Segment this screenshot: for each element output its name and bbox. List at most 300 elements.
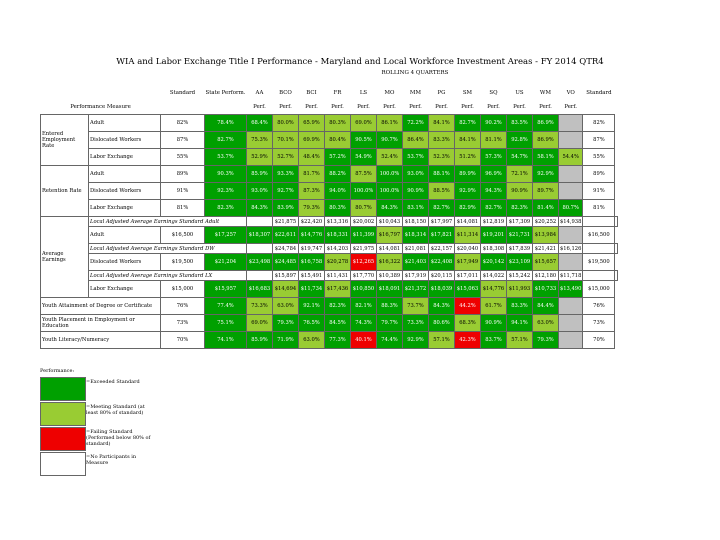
local-standard-value: $14,081 bbox=[376, 244, 402, 254]
area-value: 80.0% bbox=[272, 115, 298, 132]
area-value: 100.0% bbox=[376, 183, 402, 200]
area-value: 92.8% bbox=[506, 132, 532, 149]
area-value: 57.2% bbox=[324, 149, 350, 166]
local-standard-value bbox=[583, 217, 615, 227]
header-area: AA bbox=[255, 90, 264, 96]
area-value: 92.9% bbox=[532, 166, 558, 183]
header-area: SM bbox=[462, 90, 473, 96]
header-perf: Perf. bbox=[564, 104, 578, 110]
local-standard-value: $20,252 bbox=[532, 217, 558, 227]
performance-table bbox=[40, 86, 618, 349]
local-standard-value: $10,389 bbox=[376, 271, 402, 281]
area-value: $18,307 bbox=[246, 227, 272, 244]
header-perf: Perf. bbox=[305, 104, 318, 110]
area-value: 81.1% bbox=[480, 132, 506, 149]
header-perf: Perf. bbox=[383, 104, 396, 110]
area-value: 81.4% bbox=[532, 200, 558, 217]
area-value: $24,485 bbox=[272, 254, 298, 271]
area-value: 90.2% bbox=[480, 115, 506, 132]
table-row bbox=[41, 149, 618, 166]
youth-measure-label: Youth Placement in Employment or Education bbox=[41, 315, 161, 332]
area-value: 100.0% bbox=[376, 166, 402, 183]
area-value: 81.7% bbox=[298, 166, 324, 183]
state-perform-value: $17,257 bbox=[205, 227, 247, 244]
area-value: 92.9% bbox=[402, 332, 428, 349]
area-value: 83.7% bbox=[480, 332, 506, 349]
area-value: 73.3% bbox=[402, 315, 428, 332]
standard-value-right: 55% bbox=[583, 149, 615, 166]
group-label: Average Earnings bbox=[41, 217, 89, 298]
sub-measure-label: Dislocated Workers bbox=[89, 132, 161, 149]
area-value bbox=[558, 132, 582, 149]
area-value: 71.9% bbox=[272, 332, 298, 349]
local-standard-label: Local Adjusted Average Earnings Standard Adult bbox=[89, 217, 247, 227]
area-value: $12,265 bbox=[350, 254, 376, 271]
standard-value-right: 70% bbox=[583, 332, 615, 349]
area-value bbox=[558, 315, 582, 332]
area-value: 82.3% bbox=[324, 298, 350, 315]
header-perf: Perf. bbox=[461, 104, 474, 110]
header-area: BCI bbox=[306, 90, 317, 96]
legend-label: =No Participants in Measure bbox=[86, 454, 137, 466]
legend-label: =Meeting Standard (at least 80% of standard) bbox=[86, 404, 145, 416]
area-value: 93.3% bbox=[272, 166, 298, 183]
local-standard-value: $18,308 bbox=[480, 244, 506, 254]
local-standard-value: $21,081 bbox=[402, 244, 428, 254]
area-value: 84.1% bbox=[454, 132, 480, 149]
area-value: 79.3% bbox=[272, 315, 298, 332]
sub-measure-label: Dislocated Workers bbox=[89, 254, 161, 271]
header-area: MO bbox=[384, 90, 395, 96]
header-blank bbox=[161, 100, 205, 115]
cell-blank bbox=[246, 217, 272, 227]
area-value: $21,403 bbox=[402, 254, 428, 271]
header-blank bbox=[205, 100, 247, 115]
header-spacer bbox=[41, 86, 161, 100]
area-value: 84.3% bbox=[376, 200, 402, 217]
local-standard-value: $11,431 bbox=[324, 271, 350, 281]
local-standard-value: $10,043 bbox=[376, 217, 402, 227]
table-row bbox=[41, 227, 618, 244]
state-perform-value: 77.4% bbox=[205, 298, 247, 315]
area-value: $16,797 bbox=[376, 227, 402, 244]
area-value: $18,039 bbox=[428, 281, 454, 298]
area-value: 93.0% bbox=[402, 166, 428, 183]
area-value: 93.0% bbox=[246, 183, 272, 200]
state-perform-value: 92.3% bbox=[205, 183, 247, 200]
state-perform-value: 53.7% bbox=[205, 149, 247, 166]
standard-value-right: 87% bbox=[583, 132, 615, 149]
local-standard-value bbox=[583, 244, 615, 254]
header-area: US bbox=[515, 90, 524, 96]
legend-item bbox=[40, 427, 152, 451]
local-standard-value: $14,938 bbox=[559, 218, 582, 225]
area-value: $11,399 bbox=[350, 227, 376, 244]
area-value: $14,776 bbox=[298, 227, 324, 244]
area-value: $13,490 bbox=[558, 281, 582, 298]
area-value: 85.9% bbox=[246, 166, 272, 183]
sub-measure-label: Adult bbox=[89, 166, 161, 183]
area-value: 94.1% bbox=[506, 315, 532, 332]
state-perform-value: 74.1% bbox=[205, 332, 247, 349]
area-value: 80.3% bbox=[324, 200, 350, 217]
area-value: 82.3% bbox=[506, 200, 532, 217]
area-value: 74.3% bbox=[350, 315, 376, 332]
area-value: 92.9% bbox=[454, 183, 480, 200]
local-standard-value: $17,997 bbox=[428, 217, 454, 227]
table-row bbox=[41, 254, 618, 271]
area-value: 73.7% bbox=[402, 298, 428, 315]
state-perform-value: $21,204 bbox=[205, 254, 247, 271]
area-value: 48.4% bbox=[298, 149, 324, 166]
local-standard-label: Local Adjusted Average Earnings Standard LX bbox=[89, 271, 247, 281]
table-row bbox=[41, 132, 618, 149]
area-value: 72.1% bbox=[506, 166, 532, 183]
area-value: 69.0% bbox=[350, 115, 376, 132]
area-value: 57.3% bbox=[480, 149, 506, 166]
area-value bbox=[558, 298, 582, 315]
cell-blank bbox=[246, 271, 272, 281]
area-value: 86.4% bbox=[402, 132, 428, 149]
header-performance-measure: Performance Measure bbox=[70, 104, 131, 110]
standard-value-right: 81% bbox=[583, 200, 615, 217]
cell-blank bbox=[246, 244, 272, 254]
area-value: $10,850 bbox=[350, 281, 376, 298]
area-value: 86.9% bbox=[532, 132, 558, 149]
area-value: 88.2% bbox=[324, 166, 350, 183]
area-value: $21,372 bbox=[402, 281, 428, 298]
sub-measure-label: Adult bbox=[89, 115, 161, 132]
area-value: $11,993 bbox=[506, 281, 532, 298]
area-value: 90.9% bbox=[480, 315, 506, 332]
legend-swatch bbox=[40, 452, 86, 476]
table-row bbox=[41, 271, 618, 281]
table-row bbox=[41, 315, 618, 332]
state-perform-value: 90.3% bbox=[205, 166, 247, 183]
header-area: BCO bbox=[279, 90, 292, 96]
area-value: 68.4% bbox=[246, 115, 272, 132]
area-value: $13,984 bbox=[532, 227, 558, 244]
area-value: 80.6% bbox=[428, 315, 454, 332]
area-value: 70.1% bbox=[272, 132, 298, 149]
standard-value-right: $15,000 bbox=[583, 281, 615, 298]
legend-item bbox=[40, 402, 152, 426]
table-row bbox=[41, 298, 618, 315]
area-value: 87.5% bbox=[350, 166, 376, 183]
sub-measure-label: Labor Exchange bbox=[89, 149, 161, 166]
area-value: 90.7% bbox=[376, 132, 402, 149]
area-value: 94.3% bbox=[480, 183, 506, 200]
cell-blank bbox=[615, 244, 618, 254]
area-value: 54.7% bbox=[506, 149, 532, 166]
local-standard-value: $14,203 bbox=[324, 244, 350, 254]
area-value: 88.5% bbox=[428, 183, 454, 200]
area-value: $14,694 bbox=[272, 281, 298, 298]
area-value bbox=[558, 254, 582, 271]
area-value: $16,683 bbox=[246, 281, 272, 298]
local-standard-value: $14,081 bbox=[454, 217, 480, 227]
area-value: 82.1% bbox=[350, 298, 376, 315]
standard-value: 91% bbox=[161, 183, 205, 200]
report-title: WIA and Labor Exchange Title I Performance - Maryland and Local Workforce Investment Areas - FY 2014 QTR4 bbox=[116, 57, 604, 67]
local-standard-value: $12,819 bbox=[480, 217, 506, 227]
area-value: 52.9% bbox=[246, 149, 272, 166]
area-value: 83.5% bbox=[506, 115, 532, 132]
header-state-perform: State Perform. bbox=[205, 90, 246, 96]
area-value: 90.9% bbox=[506, 183, 532, 200]
header-perf: Perf. bbox=[435, 104, 448, 110]
header-area: VO bbox=[566, 90, 575, 96]
standard-value: 81% bbox=[161, 200, 205, 217]
area-value: 52.3% bbox=[428, 149, 454, 166]
area-value: 65.9% bbox=[298, 115, 324, 132]
area-value: 74.4% bbox=[376, 332, 402, 349]
state-perform-value: 82.3% bbox=[205, 200, 247, 217]
table-row bbox=[41, 281, 618, 298]
header-perf: Perf. bbox=[357, 104, 370, 110]
sub-measure-label: Adult bbox=[89, 227, 161, 244]
area-value: 57.1% bbox=[506, 332, 532, 349]
area-value: $11,734 bbox=[298, 281, 324, 298]
header-area: LS bbox=[359, 90, 368, 96]
area-value: 89.9% bbox=[454, 166, 480, 183]
table-row bbox=[41, 115, 618, 132]
standard-value-right: 73% bbox=[583, 315, 615, 332]
standard-value: $16,500 bbox=[161, 227, 205, 244]
legend-label: =Failing Standard (Performed below 80% of standard) bbox=[86, 429, 151, 447]
local-standard-value: $12,180 bbox=[532, 271, 558, 281]
area-value: 51.2% bbox=[454, 149, 480, 166]
legend-swatch bbox=[40, 402, 86, 426]
group-label: Entered Employment Rate bbox=[41, 115, 89, 166]
standard-value-right: 89% bbox=[583, 166, 615, 183]
area-value: 63.0% bbox=[272, 298, 298, 315]
area-value: 63.0% bbox=[532, 315, 558, 332]
sub-measure-label: Dislocated Workers bbox=[89, 183, 161, 200]
area-value: $11,314 bbox=[454, 227, 480, 244]
local-standard-value: $13,316 bbox=[324, 217, 350, 227]
area-value: 94.0% bbox=[324, 183, 350, 200]
local-standard-value: $19,747 bbox=[298, 244, 324, 254]
header-area: PG bbox=[437, 90, 446, 96]
area-value: 73.3% bbox=[246, 298, 272, 315]
area-value: 79.7% bbox=[376, 315, 402, 332]
table-row bbox=[41, 200, 618, 217]
area-value: 82.7% bbox=[480, 200, 506, 217]
table-row bbox=[41, 166, 618, 183]
header-perf: Perf. bbox=[331, 104, 344, 110]
standard-value-right: $16,500 bbox=[583, 227, 615, 244]
local-standard-value: $17,919 bbox=[402, 271, 428, 281]
local-standard-value: $18,150 bbox=[402, 217, 428, 227]
legend bbox=[40, 368, 152, 477]
area-value: 84.3% bbox=[246, 200, 272, 217]
youth-measure-label: Youth Literacy/Numeracy bbox=[41, 332, 161, 349]
header-perf: Perf. bbox=[539, 104, 552, 110]
area-value: 69.0% bbox=[246, 315, 272, 332]
local-standard-value: $21,875 bbox=[272, 217, 298, 227]
area-value: 42.3% bbox=[454, 332, 480, 349]
state-perform-value: 82.7% bbox=[205, 132, 247, 149]
local-standard-label: Local Adjusted Average Earnings Standard DW bbox=[89, 244, 247, 254]
legend-label: =Exceeded Standard bbox=[86, 379, 140, 385]
area-value: $16,758 bbox=[298, 254, 324, 271]
legend-item bbox=[40, 377, 152, 401]
standard-value: 76% bbox=[161, 298, 205, 315]
area-value: 84.4% bbox=[532, 298, 558, 315]
area-value bbox=[558, 183, 582, 200]
header-area: MM bbox=[409, 90, 421, 96]
standard-value: 87% bbox=[161, 132, 205, 149]
area-value: $19,201 bbox=[480, 227, 506, 244]
header-standard-right: Standard bbox=[586, 90, 612, 96]
standard-value: 73% bbox=[161, 315, 205, 332]
area-value: 83.1% bbox=[402, 200, 428, 217]
area-value: 57.1% bbox=[428, 332, 454, 349]
area-value: 82.9% bbox=[454, 200, 480, 217]
area-value: 80.4% bbox=[324, 132, 350, 149]
area-value: $22,408 bbox=[428, 254, 454, 271]
header-standard: Standard bbox=[169, 90, 196, 96]
sub-measure-label: Labor Exchange bbox=[89, 200, 161, 217]
area-value: $20,142 bbox=[480, 254, 506, 271]
standard-value-right: 91% bbox=[583, 183, 615, 200]
area-value: 83.3% bbox=[506, 298, 532, 315]
area-value: 84.3% bbox=[428, 298, 454, 315]
local-standard-value: $15,242 bbox=[506, 271, 532, 281]
area-value: 79.3% bbox=[532, 332, 558, 349]
standard-value: $15,000 bbox=[161, 281, 205, 298]
header-area: WM bbox=[539, 90, 551, 96]
area-value: 63.0% bbox=[298, 332, 324, 349]
area-value: $14,776 bbox=[480, 281, 506, 298]
area-value: 83.9% bbox=[272, 200, 298, 217]
area-value: 52.4% bbox=[376, 149, 402, 166]
area-value bbox=[558, 332, 582, 349]
table-row bbox=[41, 217, 618, 227]
area-value: $15,063 bbox=[454, 281, 480, 298]
legend-swatch bbox=[40, 427, 86, 451]
header-perf: Perf. bbox=[487, 104, 500, 110]
area-value: 58.1% bbox=[532, 149, 558, 166]
header-perf: Perf. bbox=[279, 104, 292, 110]
local-standard-value: $20,115 bbox=[428, 271, 454, 281]
area-value: 89.7% bbox=[532, 183, 558, 200]
area-value: 86.9% bbox=[532, 115, 558, 132]
area-value: 82.7% bbox=[428, 200, 454, 217]
area-value: $17,821 bbox=[428, 227, 454, 244]
header-perf: Perf. bbox=[253, 104, 266, 110]
header-perf: Perf. bbox=[513, 104, 526, 110]
state-perform-value: 78.4% bbox=[205, 115, 247, 132]
table-row bbox=[41, 332, 618, 349]
area-value: $17,436 bbox=[324, 281, 350, 298]
local-standard-value: $20,040 bbox=[454, 244, 480, 254]
area-value: $22,611 bbox=[272, 227, 298, 244]
area-value: 80.7% bbox=[350, 200, 376, 217]
area-value: 52.7% bbox=[272, 149, 298, 166]
area-value: 84.5% bbox=[324, 315, 350, 332]
standard-value: 70% bbox=[161, 332, 205, 349]
local-standard-value: $22,157 bbox=[428, 244, 454, 254]
area-value: 68.3% bbox=[454, 315, 480, 332]
local-standard-value: $17,309 bbox=[506, 217, 532, 227]
area-value: 61.7% bbox=[480, 298, 506, 315]
standard-value-right: 82% bbox=[583, 115, 615, 132]
area-value: 88.3% bbox=[376, 298, 402, 315]
standard-value: 89% bbox=[161, 166, 205, 183]
area-value: 82.7% bbox=[454, 115, 480, 132]
local-standard-value: $14,022 bbox=[480, 271, 506, 281]
area-value: 40.1% bbox=[350, 332, 376, 349]
local-standard-value: $21,975 bbox=[350, 244, 376, 254]
standard-value: 82% bbox=[161, 115, 205, 132]
local-standard-value bbox=[583, 271, 615, 281]
area-value: 69.9% bbox=[298, 132, 324, 149]
area-value: 54.9% bbox=[350, 149, 376, 166]
area-value: 44.2% bbox=[454, 298, 480, 315]
area-value: $18,091 bbox=[376, 281, 402, 298]
standard-value-right: 76% bbox=[583, 298, 615, 315]
area-value: $16,322 bbox=[376, 254, 402, 271]
area-value: $17,949 bbox=[454, 254, 480, 271]
sub-measure-label: Labor Exchange bbox=[89, 281, 161, 298]
header-blank bbox=[583, 100, 615, 115]
area-value bbox=[558, 227, 582, 244]
local-standard-value: $20,002 bbox=[350, 217, 376, 227]
area-value: 75.3% bbox=[246, 132, 272, 149]
group-label: Retention Rate bbox=[41, 166, 89, 217]
area-value: 92.1% bbox=[298, 298, 324, 315]
local-standard-value: $16,126 bbox=[559, 245, 582, 252]
area-value bbox=[558, 166, 582, 183]
area-value: 54.4% bbox=[558, 149, 582, 166]
area-value: $18,314 bbox=[402, 227, 428, 244]
area-value bbox=[558, 115, 582, 132]
area-value: $20,278 bbox=[324, 254, 350, 271]
area-value: 77.3% bbox=[324, 332, 350, 349]
area-value: $10,733 bbox=[532, 281, 558, 298]
local-standard-value: $17,770 bbox=[350, 271, 376, 281]
cell-blank bbox=[615, 271, 618, 281]
local-standard-value: $15,491 bbox=[298, 271, 324, 281]
area-value: 88.1% bbox=[428, 166, 454, 183]
header-area: SQ bbox=[489, 90, 498, 96]
area-value: $23,498 bbox=[246, 254, 272, 271]
area-value: 53.7% bbox=[402, 149, 428, 166]
area-value: $21,731 bbox=[506, 227, 532, 244]
local-standard-value: $17,839 bbox=[506, 244, 532, 254]
local-standard-value: $21,421 bbox=[532, 244, 558, 254]
area-value: 90.9% bbox=[402, 183, 428, 200]
area-value: 85.9% bbox=[246, 332, 272, 349]
area-value: 96.9% bbox=[480, 166, 506, 183]
standard-value: $19,500 bbox=[161, 254, 205, 271]
local-standard-value: $22,420 bbox=[298, 217, 324, 227]
report-subtitle: ROLLING 4 QUARTERS bbox=[381, 70, 449, 76]
state-perform-value: 75.1% bbox=[205, 315, 247, 332]
header-perf: Perf. bbox=[409, 104, 422, 110]
local-standard-value: $17,011 bbox=[454, 271, 480, 281]
legend-title: Performance: bbox=[40, 368, 75, 374]
area-value: 72.2% bbox=[402, 115, 428, 132]
table-row bbox=[41, 183, 618, 200]
standard-value: 55% bbox=[161, 149, 205, 166]
area-value: 83.3% bbox=[428, 132, 454, 149]
legend-swatch bbox=[40, 377, 86, 401]
standard-value-right: $19,500 bbox=[583, 254, 615, 271]
area-value: 79.3% bbox=[298, 200, 324, 217]
